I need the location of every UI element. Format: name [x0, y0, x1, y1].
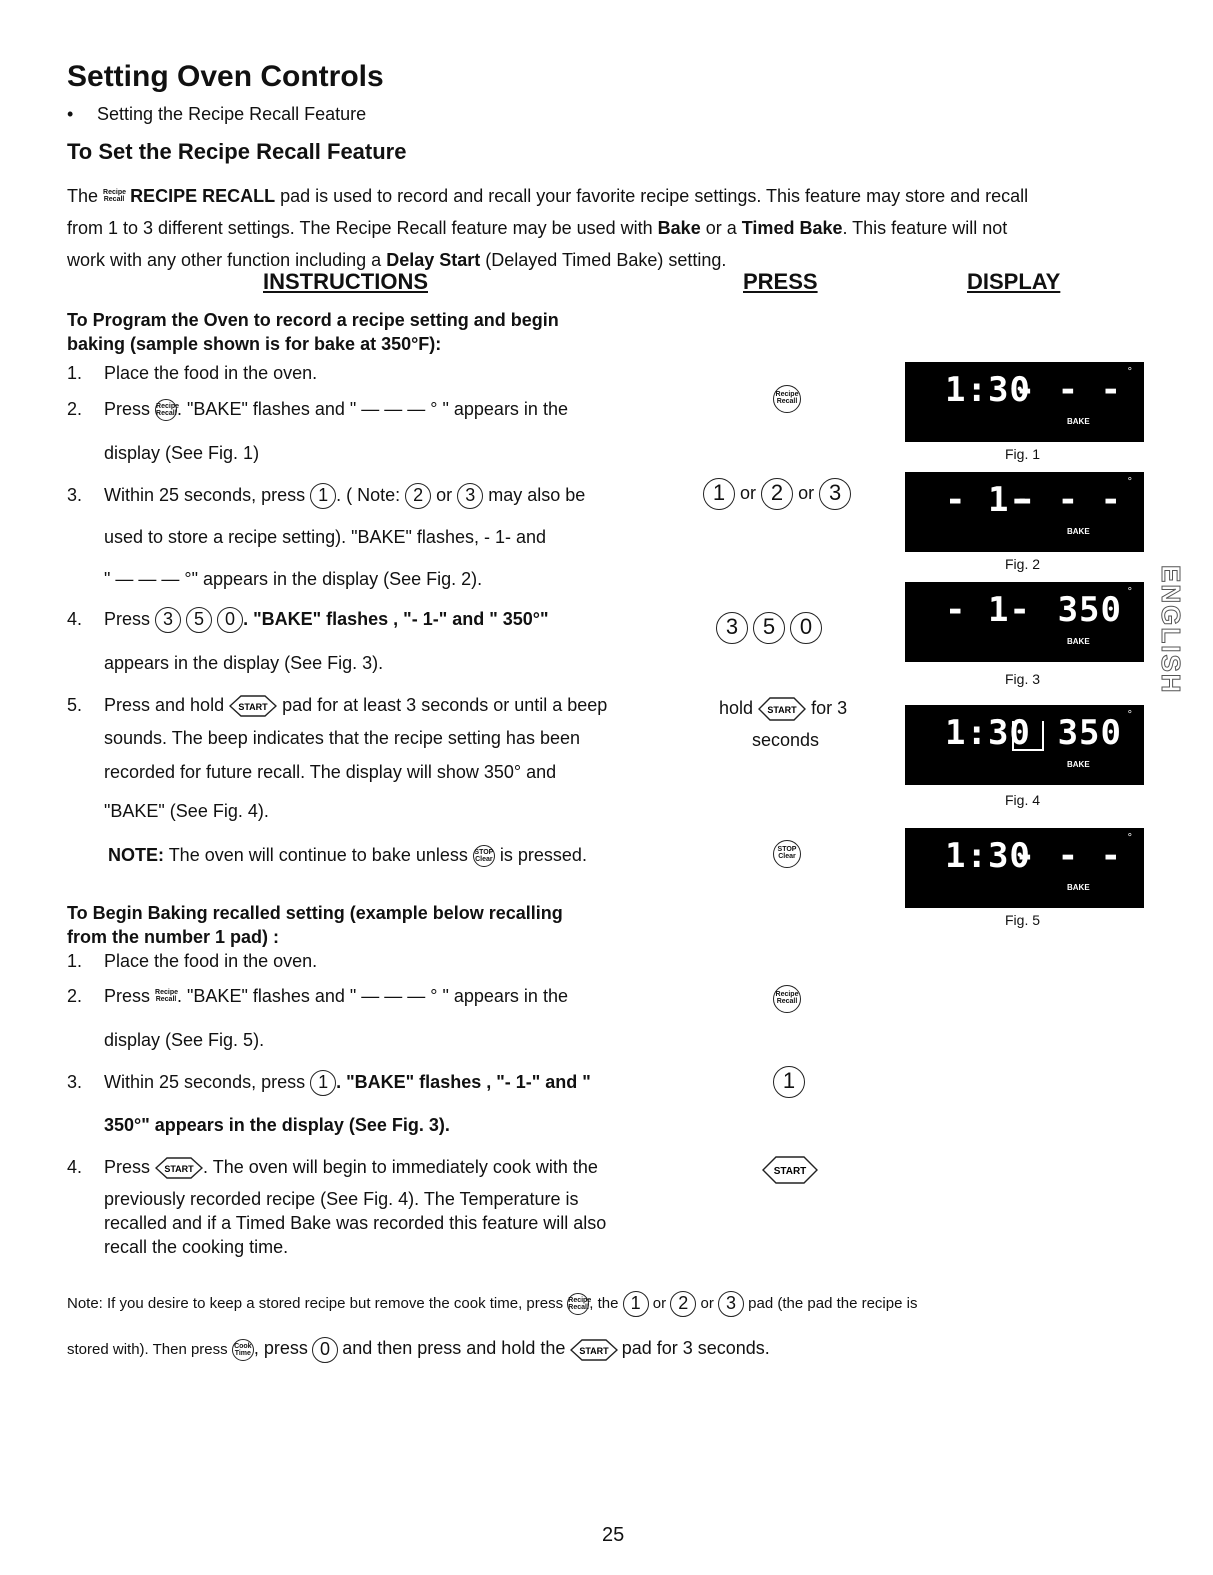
- press-seconds: seconds: [752, 730, 820, 750]
- page-title: Setting Oven Controls: [67, 60, 384, 93]
- press-recipe-recall: [773, 385, 801, 413]
- program-step-1: 1. Place the food in the oven.: [67, 363, 318, 383]
- program-step-2: 2. Press Recipe Recall. "BAKE" flashes and " — — — ° " appears in the: [104, 397, 568, 421]
- recipe-recall-pad-icon: Recipe Recall: [155, 399, 177, 421]
- section-title: To Set the Recipe Recall Feature: [67, 139, 407, 164]
- cook-time-pad-icon: Cook Time: [232, 1339, 254, 1361]
- program-heading: To Program the Oven to record a recipe setting and begin baking (sample shown is for bake at 350°F):: [67, 310, 559, 354]
- display-fig-3: - 1- 350 ° BAKE: [905, 582, 1144, 662]
- number-1-pad-icon: 1: [623, 1291, 649, 1317]
- display-fig-4: 1:30 350 ° BAKE: [905, 705, 1144, 785]
- column-press: PRESS: [743, 269, 818, 294]
- number-1-pad-icon: 1: [703, 478, 735, 510]
- fig-5-caption: Fig. 5: [1005, 912, 1041, 928]
- svg-text:START: START: [578, 1346, 609, 1356]
- number-3-pad-icon: 3: [819, 478, 851, 510]
- program-step-5-cont3: "BAKE" (See Fig. 4).: [104, 801, 269, 821]
- press-recipe-recall-2: [773, 985, 801, 1013]
- number-2-pad-icon: 2: [670, 1291, 696, 1317]
- number-2-pad-icon: 2: [761, 478, 793, 510]
- recall-step-2: 2. Press Recipe Recall. "BAKE" flashes and " — — — ° " appears in the: [104, 984, 568, 1008]
- footnote-line-2: stored with). Then press Cook Time , press 0 and then press and hold the START pad for 3 seconds.: [67, 1337, 770, 1363]
- stop-clear-pad-icon: STOP Clear: [473, 845, 495, 867]
- fig-3-caption: Fig. 3: [1005, 671, 1041, 687]
- number-0-pad-icon: 0: [312, 1337, 338, 1363]
- press-1-2-3: 1 or 2 or 3: [703, 478, 851, 510]
- program-note: NOTE: The oven will continue to bake unless STOP Clear is pressed.: [108, 843, 587, 867]
- press-1: [773, 1066, 805, 1098]
- press-start: [762, 1156, 818, 1184]
- recipe-recall-pad-icon: Recipe Recall: [155, 989, 178, 1004]
- recipe-recall-pad-icon: Recipe Recall: [103, 189, 127, 204]
- page-number: 25: [602, 1524, 625, 1546]
- number-0-pad-icon: 0: [217, 607, 243, 633]
- recall-step-3: 3. Within 25 seconds, press 1 . "BAKE" flashes , "- 1-" and ": [104, 1070, 591, 1096]
- fig-4-caption: Fig. 4: [1005, 792, 1041, 808]
- bullet-icon: •: [67, 104, 74, 124]
- recall-step-4-cont2: recalled and if a Timed Bake was recorded this feature will also: [104, 1213, 607, 1233]
- start-pad-icon: [155, 1157, 203, 1179]
- column-display: DISPLAY: [967, 269, 1061, 294]
- start-pad-icon: [570, 1339, 618, 1361]
- number-3-pad-icon: 3: [718, 1291, 744, 1317]
- display-fig-5: 1:30 - - - ° BAKE: [905, 828, 1144, 908]
- number-1-pad-icon: 1: [310, 1070, 336, 1096]
- start-pad-icon: [758, 697, 806, 721]
- svg-text:START: START: [164, 1164, 194, 1175]
- recall-step-3-cont: 350°" appears in the display (See Fig. 3).: [104, 1115, 450, 1135]
- program-step-3-cont: used to store a recipe setting). "BAKE" flashes, - 1- and: [104, 527, 547, 547]
- program-step-3: 3. Within 25 seconds, press 1 . ( Note: 2 or 3 may also be: [104, 483, 585, 509]
- program-step-3-cont2: " — — — °" appears in the display (See Fig. 2).: [104, 569, 483, 589]
- number-3-pad-icon: 3: [716, 612, 748, 644]
- recall-step-4-cont3: recall the cooking time.: [104, 1237, 289, 1257]
- indicator-box: [1012, 721, 1044, 751]
- fig-2-caption: Fig. 2: [1005, 556, 1041, 572]
- recipe-recall-pad-icon: Recipe Recall: [773, 985, 801, 1013]
- recall-step-4-cont: previously recorded recipe (See Fig. 4). The Temperature is: [104, 1189, 579, 1209]
- program-step-5-cont2: recorded for future recall. The display will show 350° and: [104, 762, 557, 782]
- display-fig-1: 1:30 - - - ° BAKE: [905, 362, 1144, 442]
- program-step-2-cont: display (See Fig. 1): [104, 443, 260, 463]
- recall-step-2-cont: display (See Fig. 5).: [104, 1030, 265, 1050]
- press-3-5-0: [716, 612, 822, 644]
- recipe-recall-pad-icon: Recipe Recall: [567, 1293, 589, 1315]
- start-pad-icon: [762, 1156, 818, 1184]
- number-5-pad-icon: 5: [753, 612, 785, 644]
- press-hold-start: hold START for 3: [719, 697, 847, 721]
- program-step-5-cont: sounds. The beep indicates that the recipe setting has been: [104, 728, 580, 748]
- footnote-line-1: Note: If you desire to keep a stored recipe but remove the cook time, press Recipe Recall, the 1 or 2 or 3 pad (the pad the recipe is: [67, 1291, 917, 1317]
- number-0-pad-icon: 0: [790, 612, 822, 644]
- recall-step-1: 1. Place the food in the oven.: [67, 951, 318, 971]
- svg-text:START: START: [767, 705, 797, 715]
- number-2-pad-icon: 2: [405, 483, 431, 509]
- svg-text:START: START: [238, 702, 268, 713]
- display-fig-2: - 1- - - - ° BAKE: [905, 472, 1144, 552]
- number-3-pad-icon: 3: [457, 483, 483, 509]
- program-step-5: 5. Press and hold START pad for at least 3 seconds or until a beep: [104, 693, 607, 717]
- recall-step-4: 4. Press START . The oven will begin to immediately cook with the: [104, 1155, 598, 1179]
- svg-text:START: START: [773, 1166, 807, 1177]
- intro-paragraph: The Recipe Recall RECIPE RECALL pad is used to record and recall your favorite recipe settings. This feature may store and recall from 1 to 3 different settings. The Recipe Recall feature may be used with Bake or a Timed Bake. This feature will not work with any other function including a Delay Start (Delayed Timed Bake) setting.: [67, 186, 1029, 270]
- fig-1-caption: Fig. 1: [1005, 446, 1041, 462]
- number-5-pad-icon: 5: [186, 607, 212, 633]
- start-pad-icon: [229, 695, 277, 717]
- bullet-item: • Setting the Recipe Recall Feature: [67, 104, 367, 124]
- column-instructions: INSTRUCTIONS: [263, 269, 428, 294]
- program-step-4-cont: appears in the display (See Fig. 3).: [104, 653, 384, 673]
- side-language-label: ENGLISH: [1156, 565, 1186, 695]
- recall-heading: To Begin Baking recalled setting (example below recalling from the number 1 pad) :: [67, 903, 563, 947]
- number-1-pad-icon: 1: [310, 483, 336, 509]
- number-1-pad-icon: 1: [773, 1066, 805, 1098]
- stop-clear-pad-icon: STOP Clear: [773, 840, 801, 868]
- program-step-4: 4. Press 3 5 0 . "BAKE" flashes , "- 1-" and " 350°": [104, 607, 549, 633]
- press-stop-clear: [773, 840, 801, 868]
- number-3-pad-icon: 3: [155, 607, 181, 633]
- recipe-recall-pad-icon: Recipe Recall: [773, 385, 801, 413]
